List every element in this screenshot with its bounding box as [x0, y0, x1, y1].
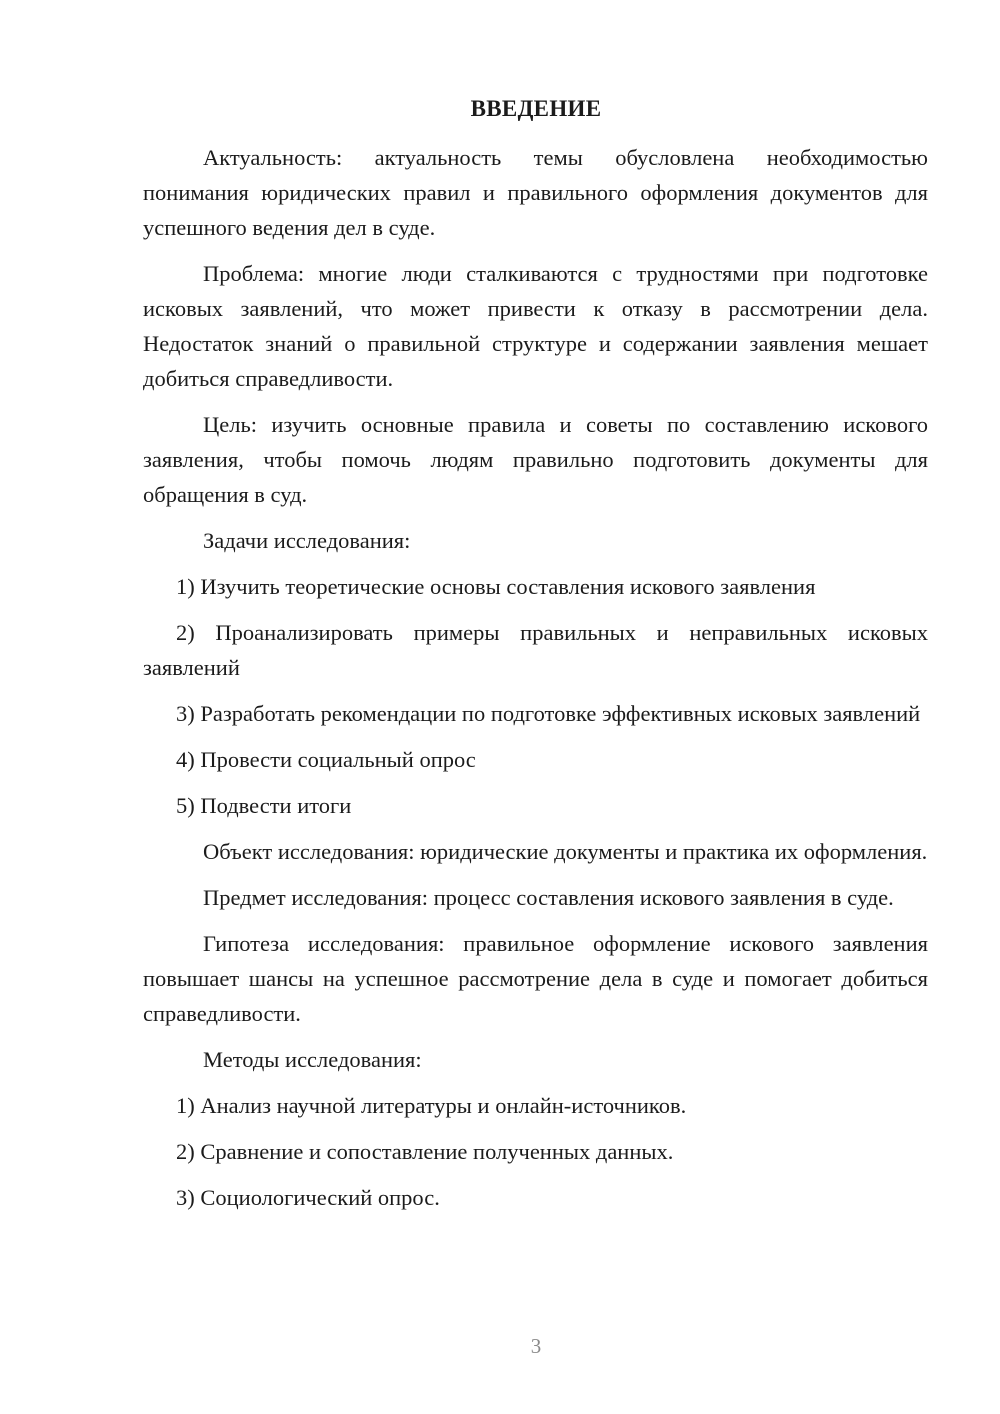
page-number: 3: [530, 1334, 542, 1358]
tasks-heading: Задачи исследования:: [203, 528, 411, 553]
method-item: 3) Социологический опрос.: [176, 1185, 440, 1210]
task-item: 3) Разработать рекомендации по подготовке эффективных исковых заявлений: [176, 701, 921, 726]
task-item: 1) Изучить теоретические основы составления искового заявления: [176, 574, 816, 599]
document-body: [143, 140, 928, 1226]
object-paragraph: Объект исследования: юридические документы и практика их оформления.: [203, 839, 928, 864]
method-item: 2) Сравнение и сопоставление полученных данных.: [176, 1139, 674, 1164]
relevance-paragraph: Актуальность: актуальность темы обусловлена необходимостью понимания юридических правил и правильного оформления документов для успешного ведения дел в суде.: [143, 145, 928, 240]
methods-heading: Методы исследования:: [203, 1047, 422, 1072]
task-item: 2) Проанализировать примеры правильных и неправильных исковых заявлений: [143, 620, 928, 680]
section-heading: ВВЕДЕНИЕ: [470, 96, 602, 121]
goal-paragraph: Цель: изучить основные правила и советы по составлению искового заявления, чтобы помочь людям правильно подготовить документы для обращения в суд.: [143, 412, 928, 507]
task-item: 4) Провести социальный опрос: [176, 747, 476, 772]
task-item: 5) Подвести итоги: [176, 793, 352, 818]
problem-paragraph: Проблема: многие люди сталкиваются с трудностями при подготовке исковых заявлений, что может привести к отказу в рассмотрении дела. Недостаток знаний о правильной структуре и содержании заявления мешает добиться справедливости.: [143, 261, 928, 391]
method-item: 1) Анализ научной литературы и онлайн-источников.: [176, 1093, 687, 1118]
hypothesis-paragraph: Гипотеза исследования: правильное оформление искового заявления повышает шансы на успешное рассмотрение дела в суде и помогает добиться справедливости.: [143, 931, 928, 1026]
subject-paragraph: Предмет исследования: процесс составления искового заявления в суде.: [203, 885, 894, 910]
